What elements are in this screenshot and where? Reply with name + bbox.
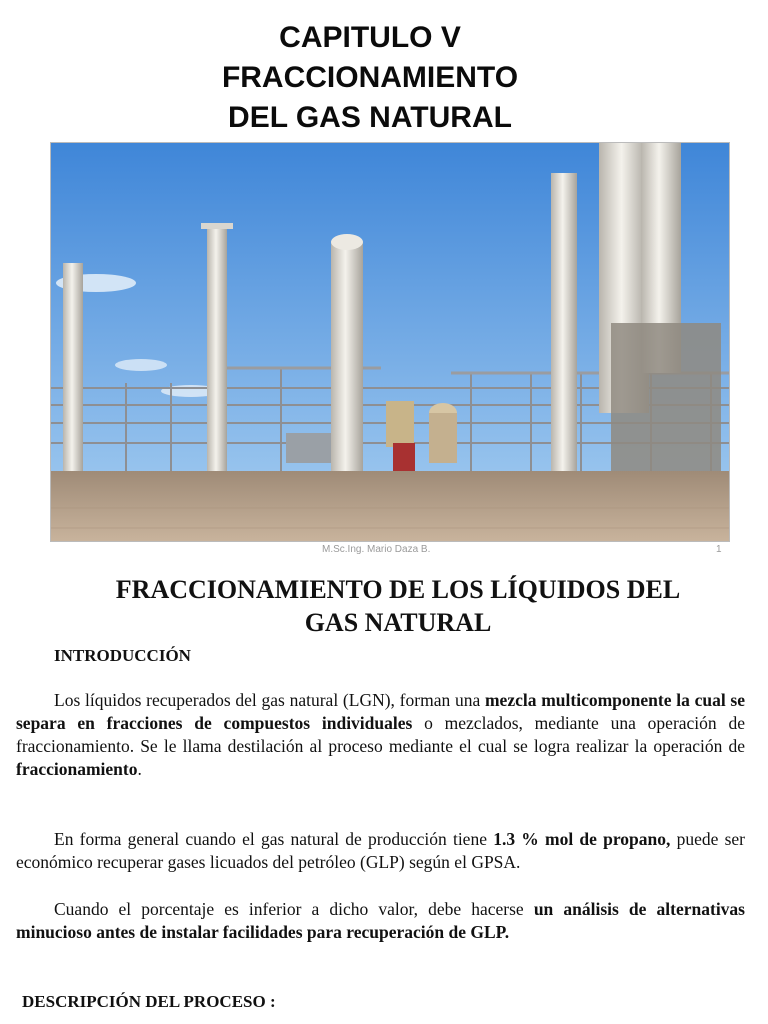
intro-paragraph-3: Cuando el porcentaje es inferior a dicho valor, debe hacerse un análisis de alternativas minucioso antes de instalar facilidades para recuperación de GLP.: [16, 899, 745, 942]
gravel-ground: [51, 471, 729, 541]
section-title-line-2: GAS NATURAL: [304, 608, 492, 637]
page-number: 1: [716, 544, 722, 555]
gas-plant-photo: [50, 142, 730, 542]
chapter-title-line-3: DEL GAS NATURAL: [228, 101, 512, 134]
section-title-line-1: FRACCIONAMIENTO DE LOS LÍQUIDOS DEL: [115, 575, 681, 604]
chapter-title-line-1: CAPITULO V: [279, 21, 461, 54]
section-title: [40, 573, 756, 639]
footer-author: M.Sc.Ing. Mario Daza B.: [322, 544, 431, 555]
gas-plant-illustration: [51, 143, 729, 541]
intro-heading: INTRODUCCIÓN: [54, 646, 191, 665]
chapter-title: [0, 18, 740, 138]
intro-paragraph-1: Los líquidos recuperados del gas natural (LGN), forman una mezcla multicomponente la cual se separa en fracciones de compuestos individuales o mezclados, mediante una operación de fraccionamiento. Se le llama destilación al proceso mediante el cual se logra realizar la operación de fraccionamiento.: [16, 690, 746, 779]
intro-paragraph-2: En forma general cuando el gas natural de producción tiene 1.3 % mol de propano, puede ser económico recuperar gases licuados del petróleo (GLP) según el GPSA.: [16, 829, 746, 872]
process-heading: DESCRIPCIÓN DEL PROCESO :: [22, 992, 276, 1011]
chapter-title-line-2: FRACCIONAMIENTO: [221, 61, 519, 94]
